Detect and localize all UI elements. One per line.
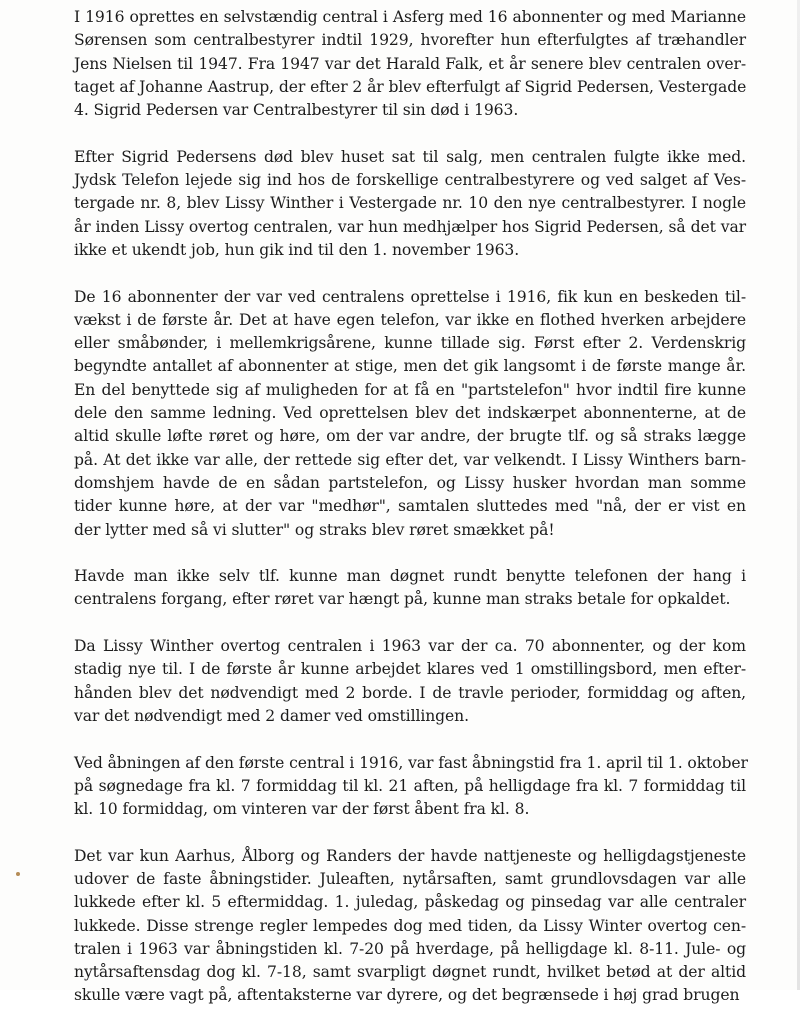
text-line: Jens Nielsen til 1947. Fra 1947 var det Harald Falk, et år senere blev centralen over- [74, 54, 746, 73]
text-line: tergade nr. 8, blev Lissy Winther i Vestergade nr. 10 den nye centralbestyrer. I nogle [74, 194, 746, 213]
text-line: centralens forgang, efter røret var hængt på, kunne man straks betale for opkaldet. [74, 590, 731, 609]
paragraph [74, 752, 746, 822]
paragraph [74, 565, 746, 612]
text-line: hånden blev det nødvendigt med 2 borde. I de travle perioder, formiddag og aften, [74, 683, 746, 702]
text-line: kl. 10 formiddag, om vinteren var der først åbent fra kl. 8. [74, 800, 530, 819]
text-line: taget af Johanne Aastrup, der efter 2 år blev efterfulgt af Sigrid Pedersen, Vestergade [74, 77, 747, 96]
text-line: 4. Sigrid Pedersen var Centralbestyrer til sin død i 1963. [74, 101, 519, 120]
text-line: Ved åbningen af den første central i 1916, var fast åbningstid fra 1. april til 1. oktober [74, 753, 748, 772]
text-line: dele den samme ledning. Ved oprettelsen blev det indskærpet abonnenterne, at de [74, 404, 746, 423]
text-line: udover de faste åbningstider. Juleaften, nytårsaften, samt grundlovsdagen var alle [74, 869, 746, 888]
text-line: Efter Sigrid Pedersens død blev huset sat til salg, men centralen fulgte ikke med. [74, 147, 746, 166]
scan-speck [16, 872, 20, 876]
text-line: eller småbønder, i mellemkrigsårene, kunne tillade sig. Først efter 2. Verdenskrig [74, 334, 746, 353]
text-line: skulle være vagt på, aftentaksterne var dyrere, og det begrænsede i høj grad brugen [74, 986, 740, 1005]
text-line: tralen i 1963 var åbningstiden kl. 7-20 på hverdage, på helligdage kl. 8-11. Jule- og [74, 939, 746, 958]
text-line: stadig nye til. I de første år kunne arbejdet klares ved 1 omstillingsbord, men efter- [74, 660, 746, 679]
paragraph [74, 845, 746, 1008]
text-line: I 1916 oprettes en selvstændig central i Asferg med 16 abonnenter og med Marianne [74, 8, 746, 26]
text-line: Da Lissy Winther overtog centralen i 1963 var der ca. 70 abonnenter, og der kom [74, 637, 746, 656]
text-line: Sørensen som centralbestyrer indtil 1929, hvorefter hun efterfulgtes af træhandler [74, 31, 746, 50]
text-line: De 16 abonnenter der var ved centralens oprettelse i 1916, fik kun en beskeden til- [74, 287, 746, 306]
text-line: lukkede. Disse strenge regler lempedes dog med tiden, da Lissy Winter overtog cen- [74, 916, 746, 935]
text-line: der lytter med så vi slutter" og straks blev røret smækket på! [74, 520, 555, 539]
paragraph [74, 6, 746, 122]
text-line: på søgnedage fra kl. 7 formiddag til kl. 21 aften, på helligdage fra kl. 7 formiddag til [74, 776, 746, 795]
text-line: lukkede efter kl. 5 eftermiddag. 1. juledag, påskedag og pinsedag var alle centraler [74, 893, 746, 912]
text-line: var det nødvendigt med 2 damer ved omstillingen. [74, 706, 469, 725]
paragraph [74, 146, 746, 262]
body-text [74, 6, 746, 1031]
text-line: Det var kun Aarhus, Ålborg og Randers der havde nattjeneste og helligdagstjeneste [74, 846, 746, 865]
text-line: En del benyttede sig af muligheden for at få en "partstelefon" hvor indtil fire kunne [74, 380, 746, 399]
text-line: på. At det ikke var alle, der rettede sig efter det, var velkendt. I Lissy Winthers barn- [74, 450, 746, 469]
text-line: altid skulle løfte røret og høre, om der var andre, der brugte tlf. og så straks lægge [74, 427, 746, 446]
text-line: ikke et ukendt job, hun gik ind til den 1. november 1963. [74, 240, 520, 259]
text-line: vækst i de første år. Det at have egen telefon, var ikke en flothed hverken arbejdere [74, 310, 746, 329]
text-line: nytårsaftensdag dog kl. 7-18, samt svarpligt døgnet rundt, hvilket betød at der altid [74, 963, 746, 982]
text-line: år inden Lissy overtog centralen, var hun medhjælper hos Sigrid Pedersen, så det var [74, 217, 746, 236]
text-line: domshjem havde de en sådan partstelefon, og Lissy husker hvordan man somme [74, 473, 746, 492]
text-line: Havde man ikke selv tlf. kunne man døgnet rundt benytte telefonen der hang i [74, 567, 746, 586]
text-line: begyndte antallet af abonnenter at stige, men det gik langsomt i de første mange år. [74, 357, 746, 376]
text-line: Jydsk Telefon lejede sig ind hos de forskellige centralbestyrere og ved salget af Ves- [74, 171, 746, 190]
paragraph [74, 286, 746, 542]
paragraph [74, 635, 746, 728]
text-line: tider kunne høre, at der var "medhør", samtalen sluttedes med "nå, der er vist en [74, 497, 746, 516]
